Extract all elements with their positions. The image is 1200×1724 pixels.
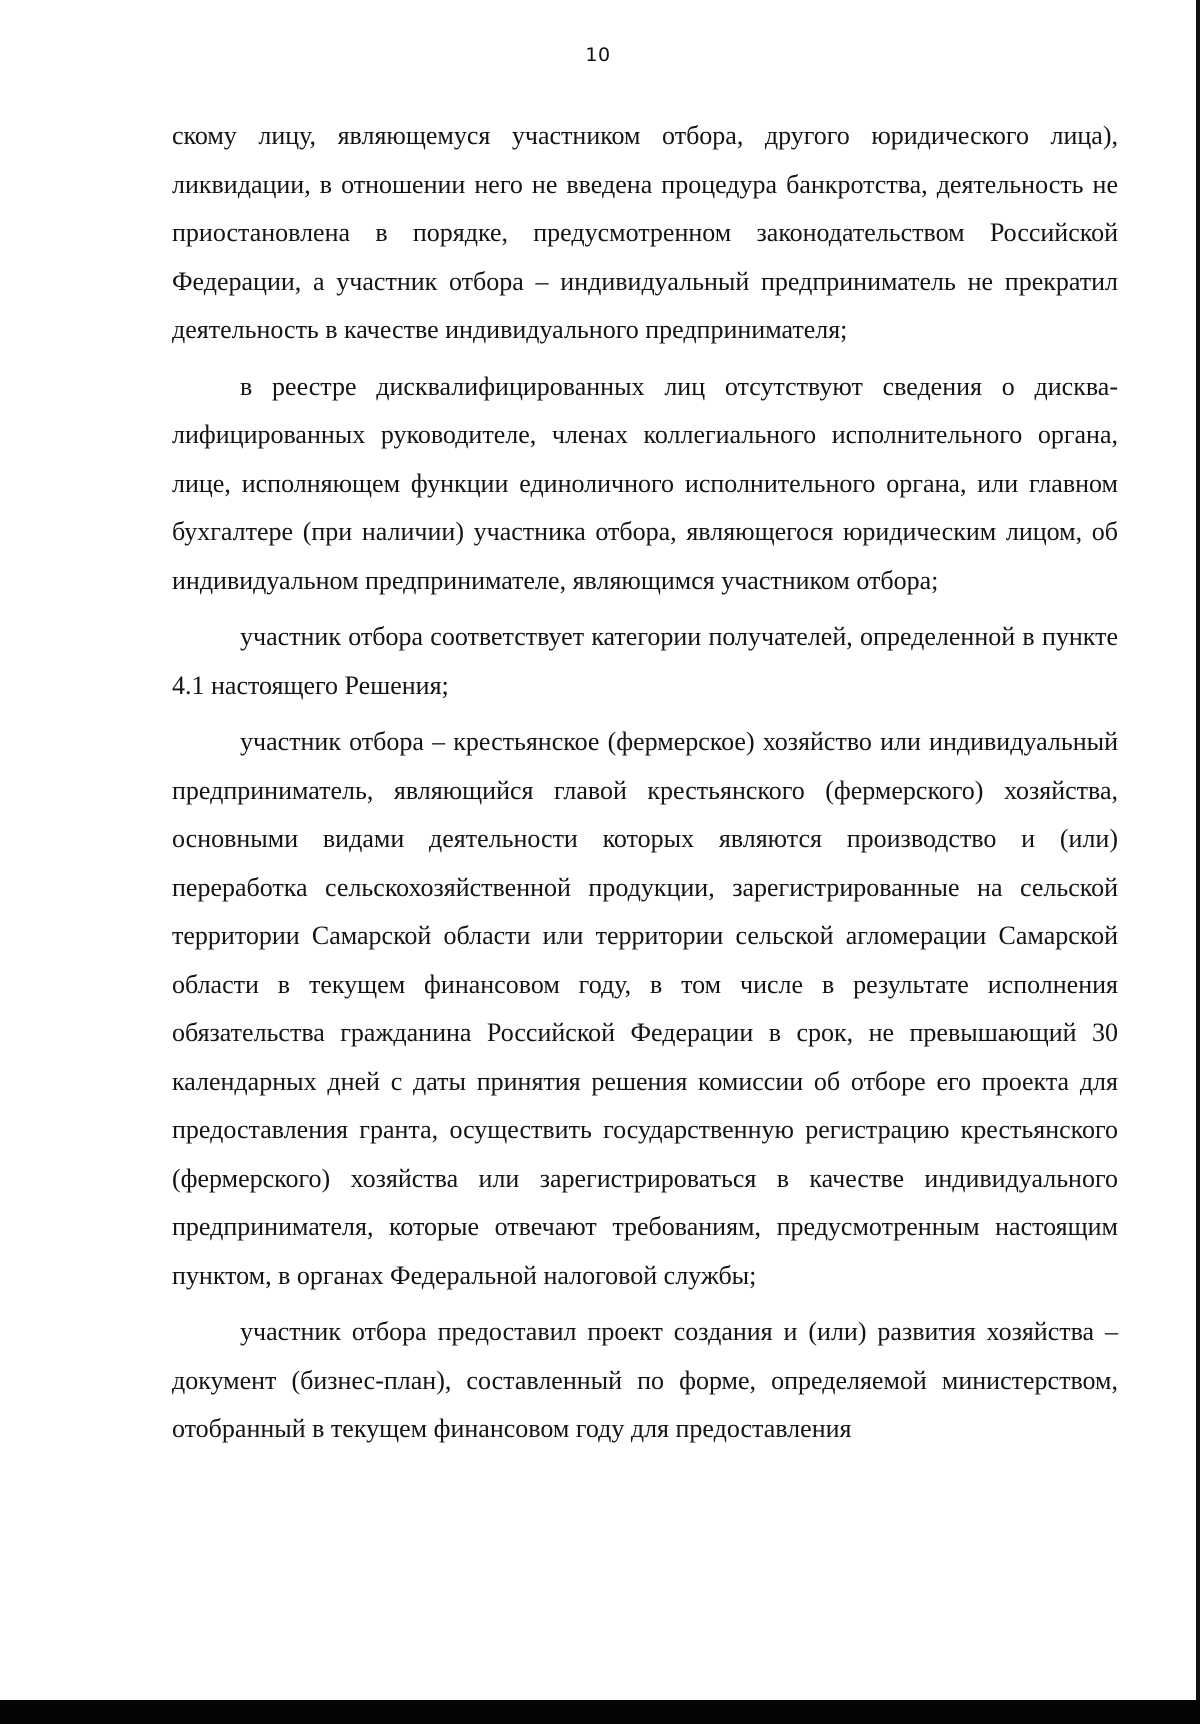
paragraph-continuation: скому лицу, являющемуся участником отбора, другого юридического лица), ликвидации, в отношении него не введена процедура банкротства, деятельность не приостановлена в порядке, предусмотренном законодательством Российской Федерации, а участник отбора – индивидуальный предприниматель не прекратил деятельность в качестве индивидуального предпринимателя;	[172, 121, 1118, 344]
paragraph-disqualified-persons: в реестре дисквалифицированных лиц отсутствуют сведения о дисквалифицированных руководителе, членах коллегиального исполнительного органа, лице, исполняющем функции единоличного исполнительного органа, или главном бухгалтере (при наличии) участника отбора, являющегося юридическим лицом, об индивидуальном предпринимателе, являющимся участником отбора;	[172, 371, 1118, 595]
paragraph-business-plan: участник отбора предоставил проект создания и (или) развития хозяйства – документ (бизнес-план), составленный по форме, определяемой министерством, отобранный в текущем финансовом году для предоставления	[172, 1317, 1118, 1443]
page-bottom-shadow	[0, 1700, 1200, 1724]
page-right-shadow	[1196, 0, 1200, 1724]
paragraph-farm-registration: участник отбора – крестьянское (фермерское) хозяйство или индивидуальный предприниматель, являющийся главой крестьянского (фермерского) хозяйства, основными видами деятельности которых являются производство и (или) переработка сельскохозяйственной продукции, зарегистрированные на сельской территории Самарской области или территории сельской агломерации Самарской области в текущем финансовом году, в том числе в результате исполнения обязательства гражданина Российской Федерации в срок, не превышающий 30 календарных дней с даты принятия решения комиссии об отборе его проекта для предоставления гранта, осуществить государственную регистрацию крестьянского (фермерского) хозяйства или зарегистрироваться в качестве индивидуального предпринимателя, которые отвечают требованиям, предусмотренным настоящим пунктом, в органах Федеральной налоговой службы;	[172, 727, 1118, 1290]
paragraph-recipient-category: участник отбора соответствует категории получателей, определенной в пункте 4.1 настоящего Решения;	[172, 622, 1118, 700]
page-number: 10	[585, 44, 611, 66]
document-body	[172, 112, 1118, 1454]
